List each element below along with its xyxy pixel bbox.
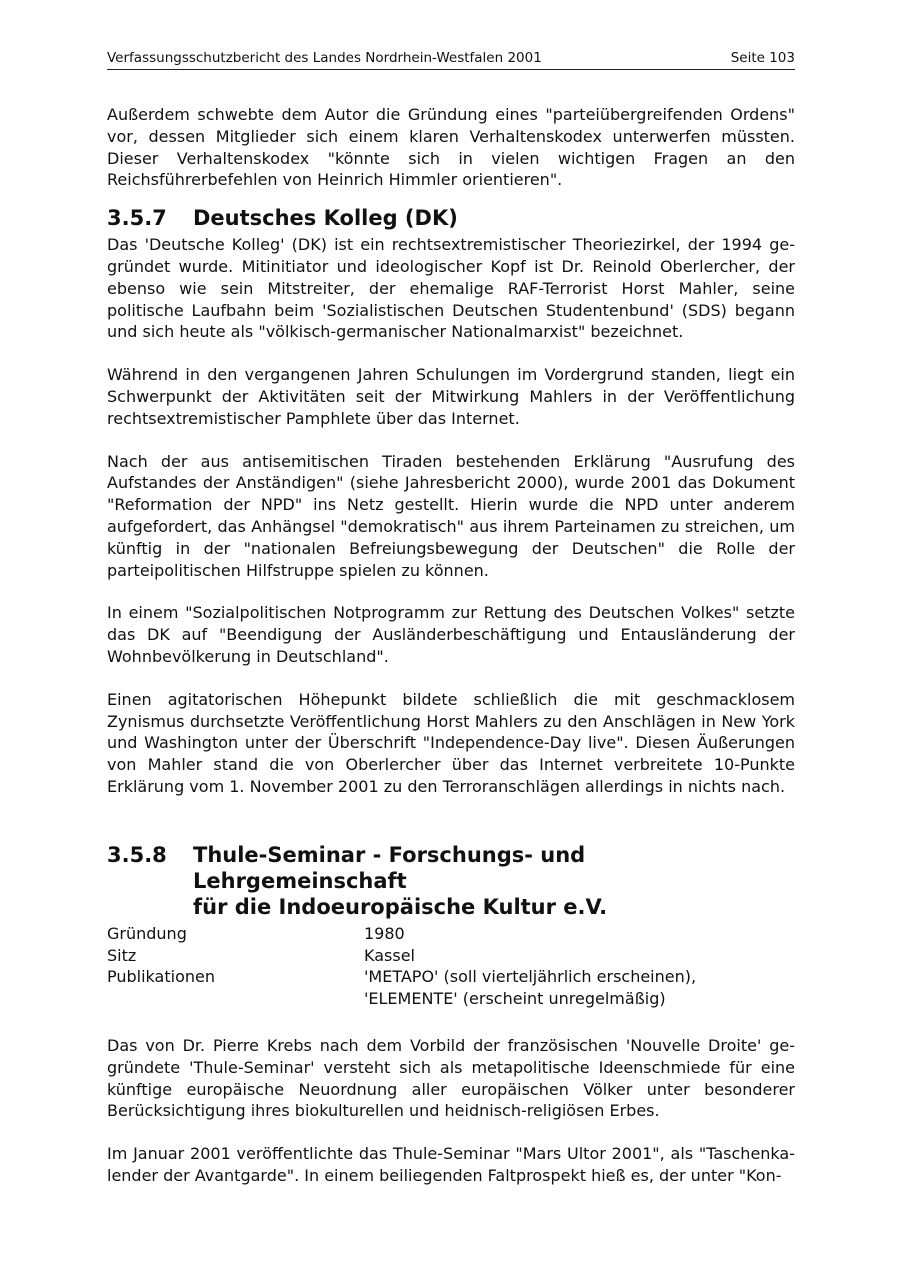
section-title xyxy=(193,842,795,920)
page-number: Seite 103 xyxy=(730,50,795,66)
section-number: 3.5.8 xyxy=(107,842,167,867)
paragraph: Einen agitatorischen Höhepunkt bildete schließlich die mit geschmacklosem Zynismus durchsetzte Veröffentlichung Horst Mahlers zu den Anschlägen in New York und Washington unter der Überschrift "Independence-Day live". Diesen Äußerungen von Mahler stand die von Oberlercher über das Internet verbreitete 10-Punkte Erklärung vom 1. November 2001 zu den Terroranschlägen allerdings in nichts nach. xyxy=(107,689,795,796)
paragraph: Im Januar 2001 veröffentlichte das Thule-Seminar "Mars Ultor 2001", als "Taschenkalender der Avantgarde". In einem beiliegenden Faltprospekt hieß es, der unter "Kon- xyxy=(107,1144,795,1185)
section-title-line: für die Indoeuropäische Kultur e.V. xyxy=(193,894,608,919)
fact-label: Gründung xyxy=(107,923,187,943)
fact-row xyxy=(107,966,795,988)
fact-value: 1980 xyxy=(364,923,405,943)
section-heading-3-5-8 xyxy=(107,842,795,920)
fact-value: Kassel xyxy=(364,945,415,965)
fact-value: 'METAPO' (soll vierteljährlich erscheinen), xyxy=(364,967,697,987)
paragraph: Während in den vergangenen Jahren Schulungen im Vordergrund standen, liegt ein Schwerpunkt der Aktivitäten seit der Mitwirkung Mahlers in der Veröffentlichung rechtsextremistischer Pamphlete über das Internet. xyxy=(107,365,795,428)
section-title-line: Thule-Seminar - Forschungs- und Lehrgemeinschaft xyxy=(193,842,586,893)
facts-table xyxy=(107,923,795,1010)
paragraph: Nach der aus antisemitischen Tiraden bestehenden Erklärung "Ausrufung des Aufstandes der Anständigen" (siehe Jahresbericht 2000), wurde 2001 das Dokument "Reformation der NPD" ins Netz gestellt. Hierin wurde die NPD unter anderem aufgefordert, das Anhängsel "demokratisch" aus ihrem Parteinamen zu streichen, um künftig in der "nationalen Befreiungsbewegung der Deutschen" die Rolle der parteipolitischen Hilfstruppe spielen zu können. xyxy=(107,451,795,580)
fact-label xyxy=(107,988,364,1010)
paragraph: In einem "Sozialpolitischen Notprogramm zur Rettung des Deutschen Volkes" setzte das DK auf "Beendigung der Ausländerbeschäftigung und Entausländerung der Wohnbevölkerung in Deutschland". xyxy=(107,603,795,666)
header-title: Verfassungsschutzbericht des Landes Nordrhein-Westfalen 2001 xyxy=(107,50,542,66)
fact-label: Publikationen xyxy=(107,967,215,987)
paragraph: Das von Dr. Pierre Krebs nach dem Vorbild der französischen 'Nouvelle Droite' gegründete 'Thule-Seminar' versteht sich als metapolitische Ideenschmiede für eine künftige europäische Neuordnung aller europäischen Völker unter besonderer Berücksichtigung ihres biokulturellen und heidnisch-religiösen Erbes. xyxy=(107,1035,795,1121)
fact-row xyxy=(107,945,795,967)
fact-row xyxy=(107,988,795,1010)
fact-label: Sitz xyxy=(107,945,137,965)
fact-row xyxy=(107,923,795,945)
page-header xyxy=(107,50,795,70)
paragraph: Das 'Deutsche Kolleg' (DK) ist ein rechtsextremistischer Theoriezirkel, der 1994 gegründet wurde. Mitinitiator und ideologischer Kopf ist Dr. Reinold Oberlercher, der ebenso wie sein Mitstreiter, der ehemalige RAF-Terrorist Horst Mahler, seine politische Laufbahn beim 'Sozialistischen Deutschen Studentenbund' (SDS) begann und sich heute als "völkisch-germanischer Nationalmarxist" bezeichnet. xyxy=(107,235,795,342)
section-number: 3.5.7 xyxy=(107,206,167,231)
section-heading-3-5-7 xyxy=(107,205,795,231)
section-title: Deutsches Kolleg (DK) xyxy=(193,206,458,231)
fact-value: 'ELEMENTE' (erscheint unregelmäßig) xyxy=(364,989,666,1009)
intro-paragraph: Außerdem schwebte dem Autor die Gründung eines "parteiübergreifenden Ordens" vor, dessen Mitglieder sich einem klaren Verhaltenskodex unterwerfen müssten. Dieser Verhaltenskodex "könnte sich in vielen wichtigen Fragen an den Reichsführerbefehlen von Heinrich Himmler orientieren". xyxy=(107,105,795,190)
document-page xyxy=(107,50,795,1187)
